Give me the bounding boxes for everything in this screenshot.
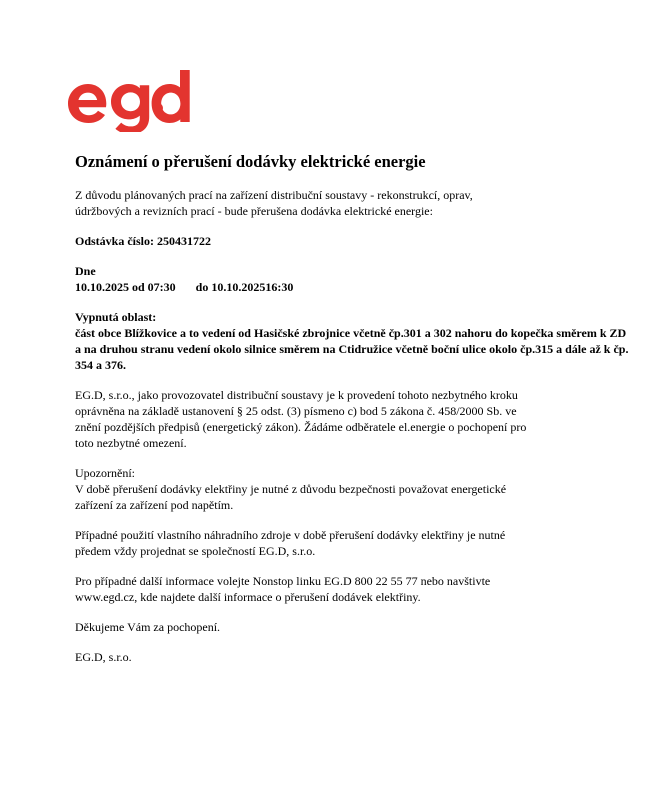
date-to: do 10.10.202516:30 xyxy=(195,280,294,294)
egd-logo xyxy=(66,70,190,132)
outage-number: Odstávka číslo: 250431722 xyxy=(75,234,212,248)
date-label: Dne xyxy=(75,264,96,278)
warning-paragraph: V době přerušení dodávky elektřiny je nutné z důvodu bezpečnosti považovat energetické zařízení za zařízení pod napětím. xyxy=(75,482,507,512)
area-label: Vypnutá oblast: xyxy=(75,310,157,324)
intro-paragraph: Z důvodu plánovaných prací na zařízení distribuční soustavy - rekonstrukcí, oprav, údržbových a revizních prací - bude přerušena dodávka elektrické energie: xyxy=(75,188,473,218)
area-text: část obce Blížkovice a to vedení od Hasičské zbrojnice včetně čp.301 a 302 nahoru do kopečka směrem k ZD a na druhou stranu vedení okolo silnice směrem na Ctidružice včetně boční ulice okolo čp.315 a dále až k čp. 354 a 376. xyxy=(75,326,629,372)
date-from: 10.10.2025 od 07:30 xyxy=(75,280,176,294)
page-title: Oznámení o přerušení dodávky elektrické energie xyxy=(75,152,426,171)
date-range xyxy=(75,279,635,295)
legal-paragraph: EG.D, s.r.o., jako provozovatel distribuční soustavy je k provedení tohoto nezbytného kroku oprávněna na základě ustanovení § 25 odst. (3) písmeno c) bod 5 zákona č. 458/2000 Sb. ve znění pozdějších předpisů (energetický zákon). Žádáme odběratele el.energie o pochopení pro toto nezbytné omezení. xyxy=(75,388,527,450)
generator-paragraph: Případné použití vlastního náhradního zdroje v době přerušení dodávky elektřiny je nutné předem vždy projednat se společností EG.D, s.r.o. xyxy=(75,528,506,558)
notice-content xyxy=(75,152,635,665)
signature: EG.D, s.r.o. xyxy=(75,650,132,664)
info-paragraph: Pro případné další informace volejte Nonstop linku EG.D 800 22 55 77 nebo navštivte www.egd.cz, kde najdete další informace o přerušení dodávek elektřiny. xyxy=(75,574,491,604)
thanks-paragraph: Děkujeme Vám za pochopení. xyxy=(75,620,221,634)
warning-label: Upozornění: xyxy=(75,466,135,480)
